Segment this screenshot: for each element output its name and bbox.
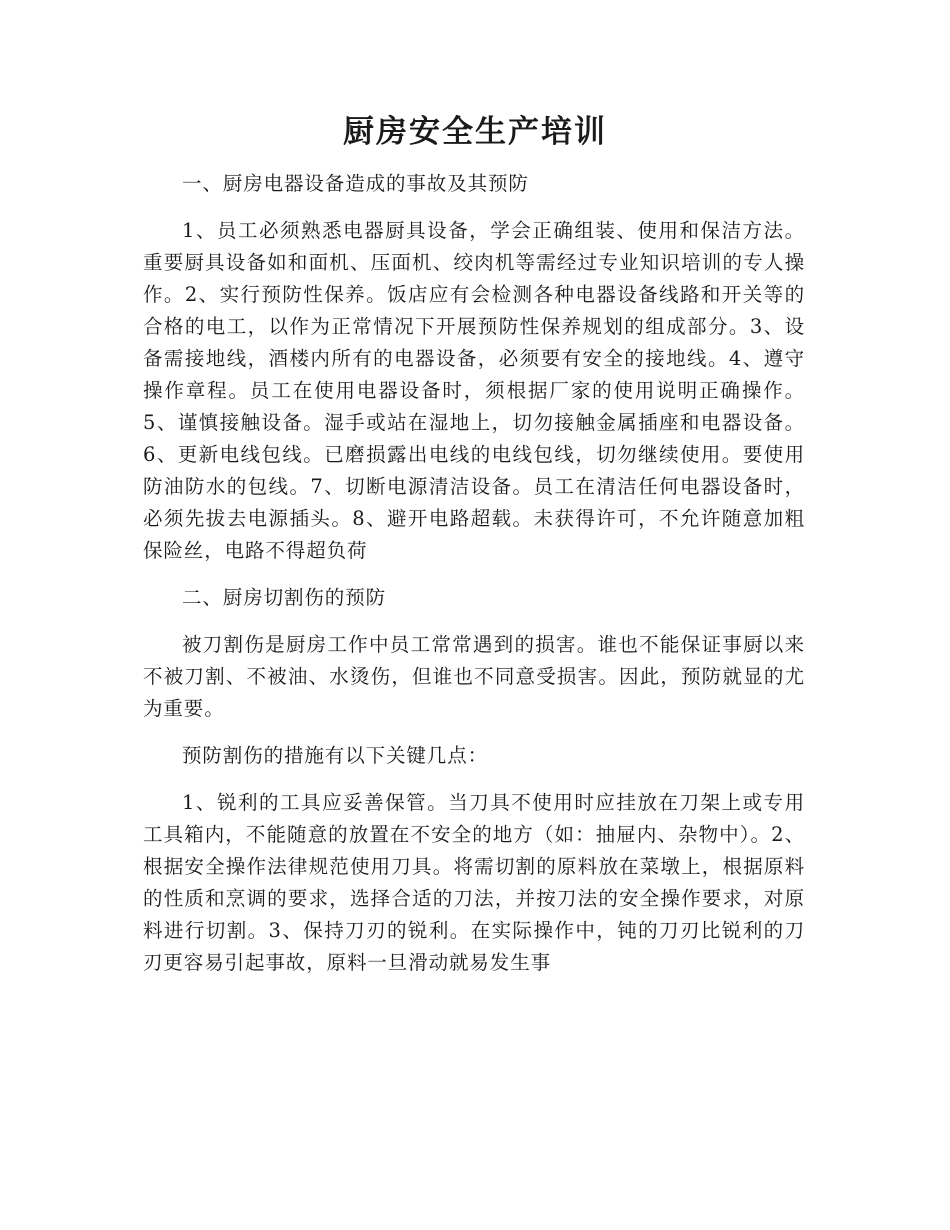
measures-heading: 预防割伤的措施有以下关键几点： [182, 744, 489, 767]
section1-heading: 一、厨房电器设备造成的事故及其预防 [182, 172, 529, 195]
section2-heading: 二、厨房切割伤的预防 [182, 586, 387, 609]
section1-paragraph: 1、员工必须熟悉电器厨具设备，学会正确组装、使用和保洁方法。重要厨具设备如和面机、压面机、绞肉机等需经过专业知识培训的专人操作。2、实行预防性保养。饭店应有会检测各种电器设备线路和开关等的合格的电工，以作为正常情况下开展预防性保养规划的组成部分。3、设备需接地线，酒楼内所有的电器设备，必须要有安全的接地线。4、遵守操作章程。员工在使用电器设备时，须根据厂家的使用说明正确操作。5、谨慎接触设备。湿手或站在湿地上，切勿接触金属插座和电器设备。6、更新电线包线。已磨损露出电线的电线包线，切勿继续使用。要使用防油防水的包线。7、切断电源清洁设备。员工在清洁任何电器设备时，必须先拔去电源插头。8、避开电路超载。未获得许可，不允许随意加粗保险丝，电路不得超负荷 [143, 219, 805, 562]
document-title: 厨房安全生产培训 [343, 114, 607, 150]
measures-paragraph: 1、锐利的工具应妥善保管。当刀具不使用时应挂放在刀架上或专用工具箱内，不能随意的放置在不安全的地方（如：抽屉内、杂物中）。2、根据安全操作法律规范使用刀具。将需切割的原料放在菜墩上，根据原料的性质和烹调的要求，选择合适的刀法，并按刀法的安全操作要求，对原料进行切割。3、保持刀刃的锐利。在实际操作中，钝的刀刃比锐利的刀刃更容易引起事故，原料一旦滑动就易发生事 [143, 791, 805, 974]
document-body [143, 168, 805, 994]
section2-intro-paragraph: 被刀割伤是厨房工作中员工常常遇到的损害。谁也不能保证事厨以来不被刀割、不被油、水烫伤，但谁也不同意受损害。因此，预防就显的尤为重要。 [143, 633, 805, 720]
